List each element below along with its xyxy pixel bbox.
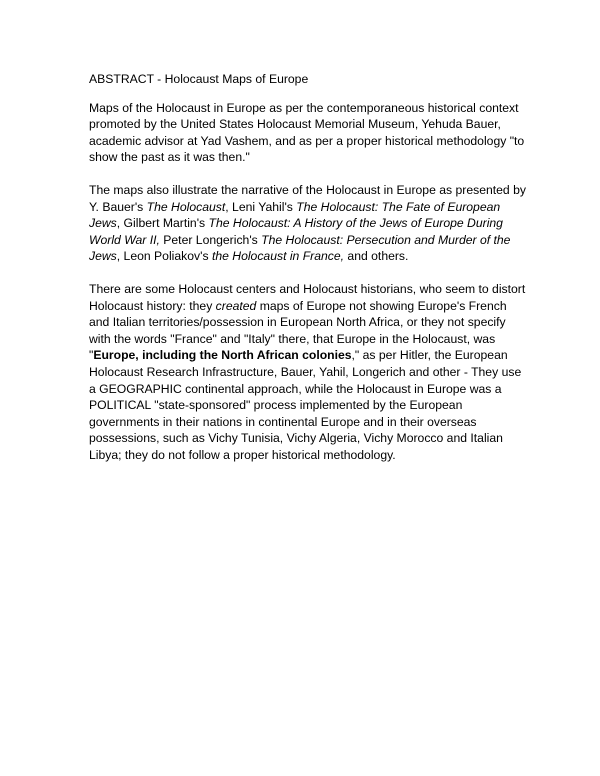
paragraph-3-text-2: maps of Europe not showing Europe's French and Italian territories/possession in European North Africa, or they not specify with the words "France" and "Italy" there, that Europe in the Holocaust, was " — [89, 298, 507, 363]
paragraph-1: Maps of the Holocaust in Europe as per the contemporaneous historical context promoted by the United States Holocaust Memorial Museum, Yehuda Bauer, academic advisor at Yad Vashem, and as per a proper historical methodology "to show the past as it was then." — [89, 100, 525, 165]
paragraph-2-text-5: , Leon Poliakov's — [116, 249, 212, 264]
paragraph-2-text-4: Peter Longerich's — [159, 232, 262, 247]
paragraph-3-text-1: There are some Holocaust centers and Holocaust historians, who seem to distort Holocaust history: they — [89, 281, 526, 313]
paragraph-2-text-3: , Gilbert Martin's — [116, 216, 209, 231]
paragraph-2-text-2: , Leni Yahil's — [225, 199, 297, 214]
paragraph-2-text-1: The maps also illustrate the narrative of the Holocaust in Europe as presented by Y. Bauer's — [89, 182, 526, 214]
book-title-yahil: The Holocaust: The Fate of European Jews — [89, 199, 501, 231]
book-title-longerich: The Holocaust: Persecution and Murder of the Jews — [89, 232, 511, 264]
paragraph-3-text-3: ," as per Hitler, the European Holocaust Research Infrastructure, Bauer, Yahil, Longerich and other - They use a GEOGRAPHIC continental approach, while the Holocaust in Europe was a POLITICAL "state-sponsored" process implemented by the European governments in their nations in continental Europe and in their overseas possessions, such as Vichy Tunisia, Vichy Algeria, Vichy Morocco and Italian Libya; they do not follow a proper historical methodology. — [89, 348, 522, 462]
paragraph-3 — [89, 281, 529, 464]
emphasis-europe-colonies: Europe, including the North African colonies — [93, 348, 352, 363]
book-title-gilbert: The Holocaust: A History of the Jews of Europe During World War II, — [89, 216, 503, 247]
paragraph-2 — [89, 182, 529, 265]
document-title: ABSTRACT - Holocaust Maps of Europe — [89, 72, 309, 86]
paragraph-2-text-6: and others. — [344, 249, 409, 264]
document-page — [89, 71, 529, 479]
book-title-poliakov: the Holocaust in France, — [211, 249, 345, 264]
emphasis-created: created — [215, 298, 257, 313]
book-title-bauer: The Holocaust — [146, 199, 226, 214]
